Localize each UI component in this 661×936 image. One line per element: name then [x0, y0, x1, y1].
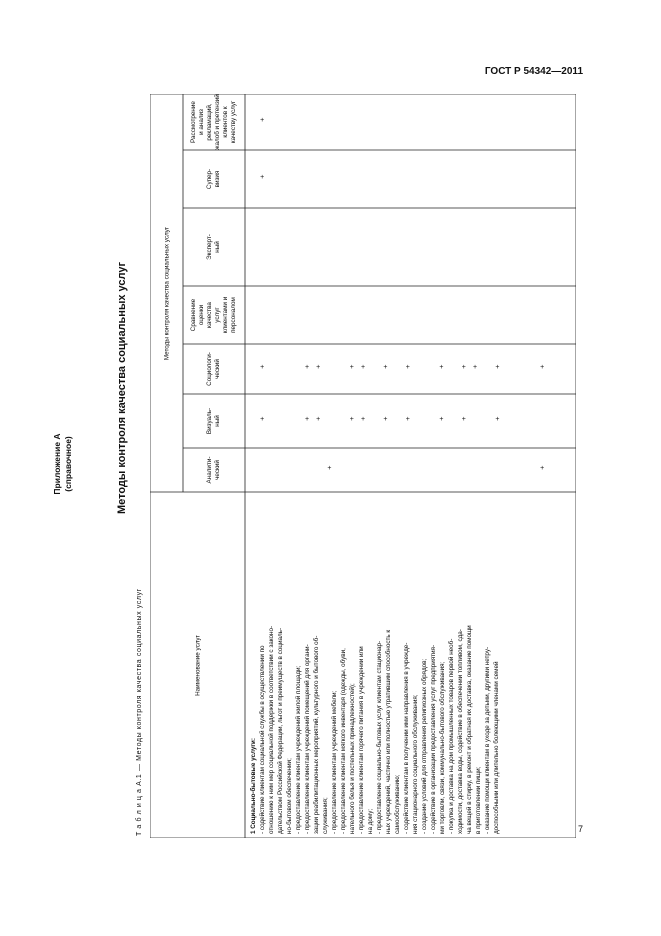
service-line: но-бытовом обеспечении; — [286, 758, 293, 834]
service-line: отношению к ним мер социальной поддержки в соответствии с законо- — [268, 625, 275, 834]
plus-mark: + — [383, 364, 388, 371]
service-line: 1 Социально-бытовые услуги: — [250, 738, 257, 834]
service-line: - предоставление клиентам учреждений помещений для органи- — [304, 644, 311, 834]
service-line: - содействие в организации предоставления услуг предприятия- — [430, 644, 437, 834]
plus-mark: + — [540, 465, 545, 472]
service-line: - предоставление клиентам учреждений жилой площади; — [295, 665, 302, 834]
plus-mark: + — [472, 364, 478, 371]
method-header-7: Рассмотрение и анализ рекламаций, жалоб и претензий клиентов к качеству услуг — [190, 94, 237, 150]
service-line: - содействие клиентам социальной службы в осуществлении по — [259, 645, 266, 834]
main-title: Методы контроля качества социальных услуг — [116, 261, 128, 515]
service-line: ча вещей в стирку, в ремонт и обратная их доставка, оказание помощи — [466, 625, 473, 834]
service-line: ных учреждений, частично или полностью утратившим способность к — [385, 629, 392, 834]
appendix-label — [52, 394, 74, 534]
plus-mark: + — [405, 364, 410, 371]
service-line: - создание условий для отправления религиозных обрядов; — [421, 658, 428, 834]
methods-table — [150, 94, 576, 838]
service-line: - предоставление клиентам учреждений мебели; — [331, 690, 338, 834]
service-line: - предоставление клиентам горячего питания в учреждении или — [358, 646, 365, 834]
plus-mark: + — [327, 465, 332, 472]
service-line: - содействие клиентам в получении ими направления в учрежде- — [403, 642, 410, 834]
service-line: ходимости, доставка воды, содействие в обеспечении топливом, сда- — [457, 629, 464, 834]
method-header-5: Эксперт- ный — [206, 234, 221, 260]
plus-mark: + — [316, 416, 321, 423]
appendix-kind: (справочное) — [63, 436, 73, 492]
plus-mark: + — [540, 364, 545, 371]
plus-mark: + — [360, 416, 366, 423]
plus-mark: + — [461, 364, 466, 371]
service-line: в приготовлении пищи; — [475, 766, 482, 834]
method-header-6: Супер- визия — [206, 168, 221, 190]
service-line: ния стационарного социального обслуживания; — [412, 694, 419, 834]
methods-group-header: Методы контроля качества социальных услуг — [162, 226, 170, 360]
plus-mark: + — [495, 416, 500, 423]
service-line: - оказание помощи клиентам в уходе за детьми, другими нетру- — [484, 646, 491, 834]
service-line: доспособными или длительно болеющими членами семей — [493, 661, 500, 834]
service-line: нательного белья и постельных принадлежностей); — [349, 683, 356, 834]
plus-mark: + — [439, 416, 444, 423]
plus-mark: + — [260, 117, 265, 124]
plus-mark: + — [439, 364, 444, 371]
plus-mark: + — [360, 364, 366, 371]
service-line: - предоставление клиентам мягкого инвентаря (одежды, обуви, — [340, 648, 347, 834]
method-header-3: Социологи- ческий — [206, 352, 221, 386]
plus-mark: + — [304, 364, 310, 371]
service-column-header: Наименование услуг — [193, 634, 201, 696]
plus-mark: + — [260, 416, 265, 423]
table-caption: Т а б л и ц а А.1 — Методы контроля качества социальных услуг — [136, 588, 143, 836]
service-line: на дому; — [367, 808, 374, 834]
plus-mark: + — [260, 174, 265, 181]
plus-mark: + — [383, 416, 388, 423]
service-line: служивания; — [322, 797, 329, 834]
plus-mark: + — [495, 364, 500, 371]
method-header-1: Аналити- ческий — [206, 456, 221, 484]
plus-mark: + — [316, 364, 321, 371]
service-line: дательством Российской Федерации, льгот и преимуществ в социаль- — [277, 627, 284, 834]
service-line: - предоставление социально-бытовых услуг клиентам стационар- — [376, 640, 383, 834]
page-number: 7 — [577, 824, 583, 834]
service-line: самообслуживанию; — [394, 774, 401, 834]
service-line: - покупка и доставка на дом промышленных товаров первой необ- — [448, 638, 455, 834]
plus-mark: + — [349, 416, 354, 423]
method-header-2: Визуаль- ный — [206, 407, 221, 435]
standard-number: ГОСТ Р 54342—2011 — [484, 66, 583, 77]
plus-mark: + — [405, 416, 410, 423]
service-line: ми торговли, связи, коммунально-бытового обслуживания; — [439, 661, 446, 834]
plus-mark: + — [260, 364, 265, 371]
plus-mark: + — [349, 364, 354, 371]
service-list — [249, 496, 501, 834]
appendix-title: Приложение А — [52, 433, 62, 495]
plus-mark: + — [461, 416, 466, 423]
service-line: зации реабилитационных мероприятий, культурного и бытового об- — [313, 635, 320, 834]
method-header-4: Сравнение оценки качества услуг клиентами и персоналом — [190, 296, 237, 334]
plus-mark: + — [304, 416, 310, 423]
